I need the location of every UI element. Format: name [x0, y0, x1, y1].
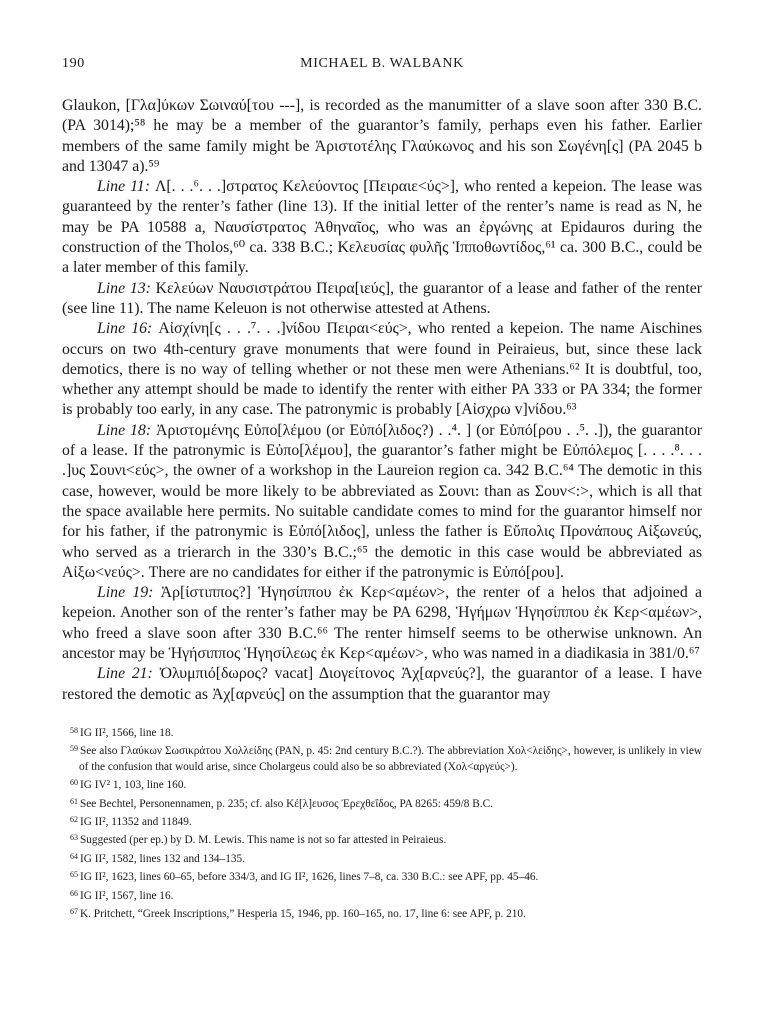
paragraph: [62, 177, 702, 278]
paragraph: [62, 319, 702, 420]
footnote-text: Suggested (per ep.) by D. M. Lewis. This name is not so far attested in Peiraieus.: [80, 834, 447, 847]
footnote-number: 64: [70, 851, 78, 861]
footnote-text: IG II², 1623, lines 60–65, before 334/3, and IG II², 1626, lines 7–8, ca. 330 B.C.: see APF, pp. 45–46.: [80, 871, 539, 884]
footnote: [62, 830, 702, 848]
footnote-text: IG II², 1566, line 18.: [80, 726, 174, 739]
footnote-text: See also Γλαύκων Σωσικράτου Χολλείδης (PAN, p. 45: 2nd century B.C.?). The abbreviation Χολ<λείδης>, however, is unlikely in view of the confusion that would arise, since Cholargeus could also be so abbreviated (Χολ<αργεύς>).: [79, 745, 702, 773]
footnote-text: IG II², 1582, lines 132 and 134–135.: [80, 852, 245, 865]
paragraph: [62, 279, 702, 320]
footnote-text: IG II², 1567, line 16.: [80, 889, 174, 902]
footnote-number: 61: [70, 796, 78, 806]
footnote: [62, 741, 702, 775]
footnotes: [62, 723, 702, 922]
paragraph-text: Glaukon, [Γλα]ύκων Σωιναύ[του ---], is recorded as the manumitter of a slave soon after 330 B.C. (PA 3014);⁵⁸ he may be a member of the guarantor’s family, perhaps even his father. Earlier members of the same family might be Ἀριστοτέλης Γλαύκωνος and his son Σωγένη[ς] (PA 2045 b and 13047 a).⁵⁹: [62, 97, 702, 175]
footnote-number: 66: [70, 888, 78, 898]
footnote-number: 67: [70, 906, 78, 916]
footnote-text: IG II², 11352 and 11849.: [80, 815, 192, 828]
footnote: [62, 723, 702, 741]
page: [62, 56, 702, 922]
paragraph-text: Ἀρ[ίστιππος?] Ἡγησίππου ἐκ Κερ<αμέων>, the renter of a helos that adjoined a kepeion. Another son of the renter’s father may be PA 6298, Ἡγήμων Ἡγησίππου ἐκ Κερ<αμέων>, who freed a slave soon after 330 B.C.⁶⁶ The renter himself seems to be otherwise unknown. An ancestor may be Ἡγήσιππος Ἡγησίλεως ἐκ Κερ<αμέων>, who was named in a diadikasia in 381/0.⁶⁷: [62, 584, 702, 663]
paragraph-text: Αἰσχίνη[ς . . .⁷. . .]νίδου Πειραι<εύς>, who rented a kepeion. The name Aischines occurs on two 4th-century grave monuments that were found in Peiraieus, but, since these lack demotics, there is no way of telling whether or not these men were Athenians.⁶² It is doubtful, too, whether any attempt should be made to identify the renter with either PA 333 or PA 334; the former is probably too early, in any case. The patronymic is probably [Αἰσχρω v]νίδου.⁶³: [62, 320, 702, 419]
running-head-author: MICHAEL B. WALBANK: [300, 56, 464, 71]
footnote-text: IG IV² 1, 103, line 160.: [80, 779, 187, 792]
footnote-number: 60: [70, 778, 78, 788]
paragraph-text: Ἀριστομένης Εὐπο[λέμου (or Εὐπό[λιδος?) . .⁴. ] (or Εὐπό[ρου . .⁵. .]), the guarantor of a lease. If the patronymic is Εὐπο[λέμου], the guarantor’s father might be Εὐπόλεμος [. . . .⁸. . . .]υς Σουνι<εύς>, the owner of a workshop in the Laureion region ca. 342 B.C.⁶⁴ The demotic in this case, however, would be more likely to be abbreviated as Σουνι: than as Σουν<:>, which is all that the space available here permits. No suitable candidate comes to mind for the guarantor himself nor for his father, if the patronymic is Εὐπό[λιδος], unless the father is Εὔπολις Προνάπους Αἰξωνεύς, who served as a trierarch in the 330’s B.C.;⁶⁵ the demotic in this case would be abbreviated as Αἰξω<νεύς>. There are no candidates for either if the patronymic is Εὐπό[ρου].: [62, 421, 702, 581]
footnote: [62, 867, 702, 885]
line-reference: Line 18:: [97, 421, 152, 439]
footnote: [62, 849, 702, 867]
footnote-number: 58: [70, 725, 78, 735]
paragraph: [62, 664, 702, 705]
paragraph: [62, 96, 702, 177]
footnote: [62, 794, 702, 812]
footnote-number: 63: [70, 833, 78, 843]
footnote-text: See Bechtel, Personennamen, p. 235; cf. also Κέ[λ]ευσος Ἐρεχθεΐδος, PA 8265: 459/8 B.C.: [80, 797, 493, 810]
paragraph-text: Λ[. . .⁶. . .]στρατος Κελεύοντος [Πειραιε<ύς>], who rented a kepeion. The lease was guaranteed by the renter’s father (line 13). If the initial letter of the renter’s name is read as N, he may be PA 10588 a, Ναυσίστρατος Ἀθηναῖος, who was an ἐργώνης at Epidauros during the construction of the Tholos,⁶⁰ ca. 338 B.C.; Κελευσίας φυλῆς Ἱπποθωντίδος,⁶¹ ca. 300 B.C., could be a later member of this family.: [62, 178, 702, 277]
body-text: [62, 96, 702, 705]
line-reference: Line 11:: [97, 178, 150, 196]
footnote-number: 62: [70, 814, 78, 824]
page-number: 190: [62, 56, 85, 71]
footnote-text: K. Pritchett, “Greek Inscriptions,” Hesperia 15, 1946, pp. 160–165, no. 17, line 6: see APF, p. 210.: [80, 907, 526, 920]
running-header: [62, 56, 702, 80]
paragraph: [62, 583, 702, 664]
line-reference: Line 19:: [97, 584, 154, 602]
footnote: [62, 904, 702, 922]
footnote-number: 59: [70, 744, 78, 754]
line-reference: Line 21:: [97, 665, 153, 683]
footnote-number: 65: [70, 870, 78, 880]
footnote: [62, 775, 702, 793]
footnote: [62, 812, 702, 830]
paragraph: [62, 421, 702, 583]
footnote: [62, 886, 702, 904]
line-reference: Line 16:: [97, 320, 153, 338]
paragraph-text: Ὀλυμπιό[δωρος? vacat] Διογείτονος Ἀχ[αρνεύς?], the guarantor of a lease. I have restored the demotic as Ἀχ[αρνεύς] on the assumption that the guarantor may: [62, 665, 702, 703]
paragraph-text: Κελεύων Ναυσιστράτου Πειρα[ιεύς], the guarantor of a lease and father of the renter (see line 11). The name Keleuon is not otherwise attested at Athens.: [62, 279, 702, 317]
line-reference: Line 13:: [97, 279, 151, 297]
